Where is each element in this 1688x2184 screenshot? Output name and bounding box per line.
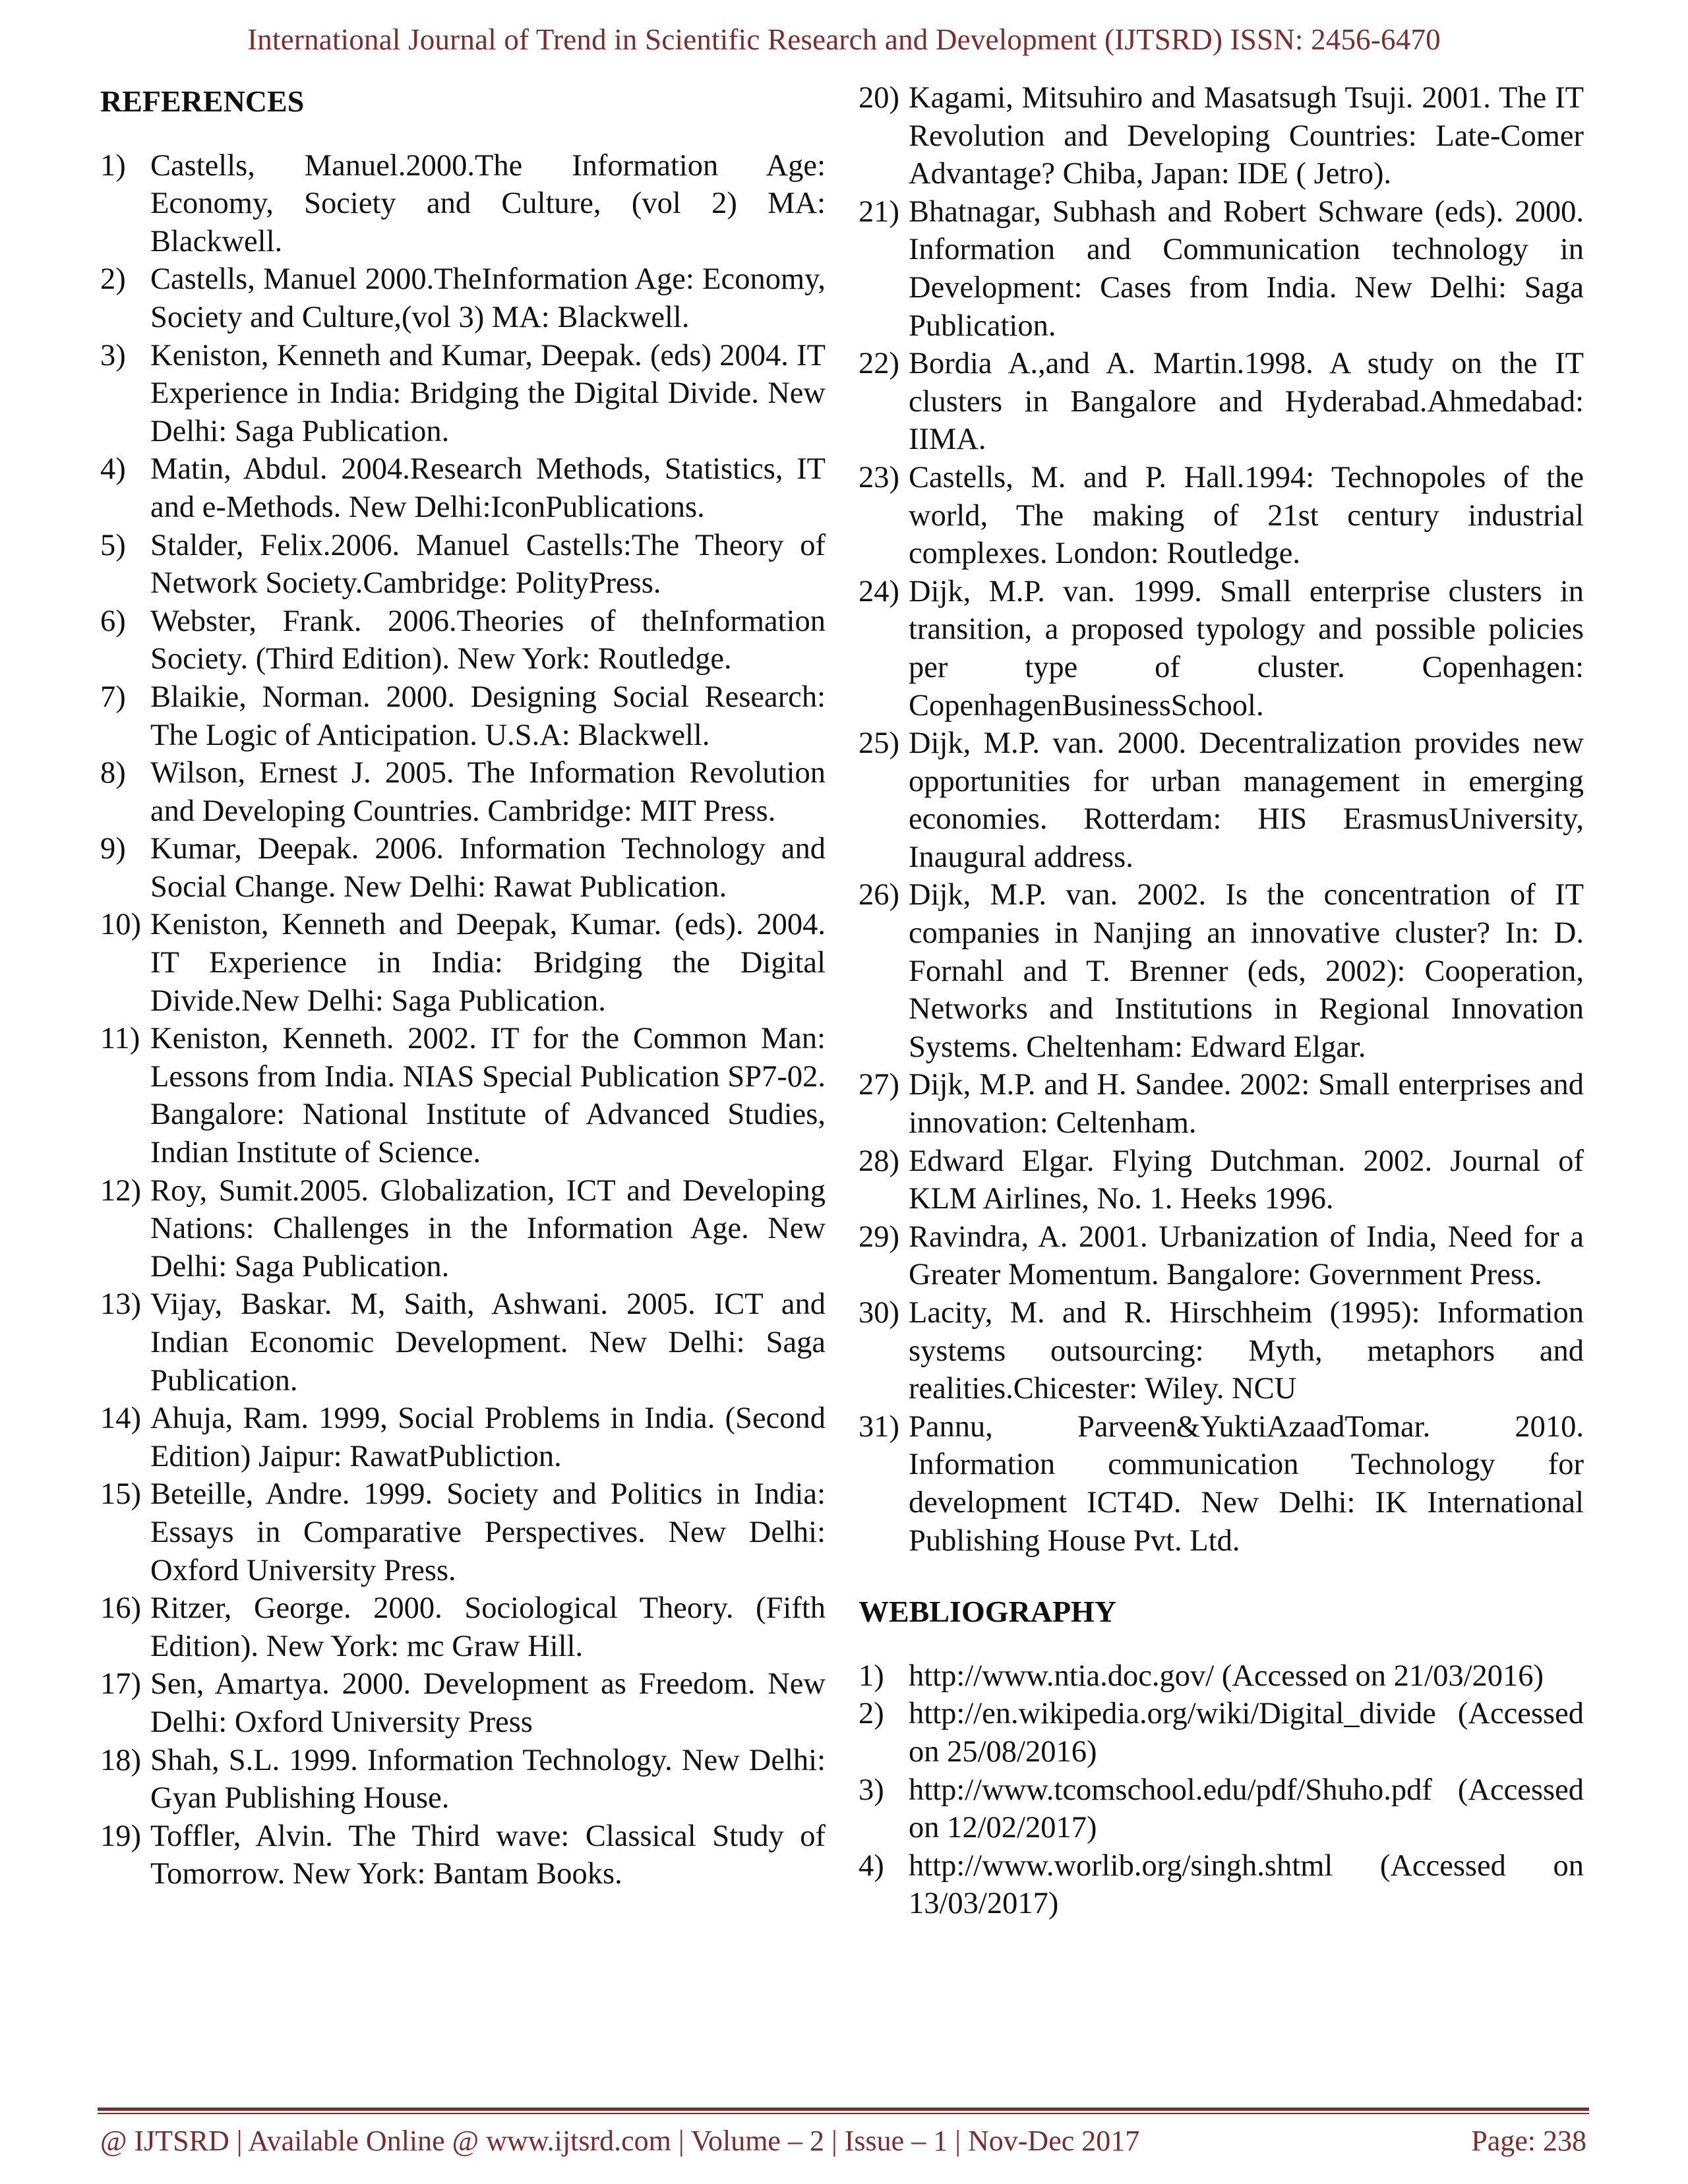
reference-item <box>859 79 1584 193</box>
reference-item-text: Blaikie, Norman. 2000. Designing Social Research: The Logic of Anticipation. U.S.A: Blackwell. <box>150 680 826 752</box>
references-list-right <box>859 79 1584 1560</box>
reference-item-number: 3) <box>100 338 126 372</box>
reference-item-number: 24) <box>859 574 899 608</box>
reference-item <box>859 1142 1584 1218</box>
reference-item-text: Shah, S.L. 1999. Information Technology. New Delhi: Gyan Publishing House. <box>150 1743 826 1815</box>
reference-item-text: Pannu, Parveen&YuktiAzaadTomar. 2010. Information communication Technology for development ICT4D. New Delhi: IK International Publishing House Pvt. Ltd. <box>909 1409 1584 1558</box>
reference-item-number: 27) <box>859 1068 899 1102</box>
reference-item-number: 30) <box>859 1296 899 1330</box>
webliography-item <box>859 1657 1584 1696</box>
reference-item <box>100 1172 826 1286</box>
reference-item <box>100 1285 826 1400</box>
reference-item <box>100 1817 826 1893</box>
reference-item-number: 20) <box>859 81 899 115</box>
reference-item <box>100 337 826 451</box>
reference-item-number: 10) <box>100 908 141 942</box>
reference-item <box>100 1742 826 1817</box>
reference-item-number: 28) <box>859 1144 899 1178</box>
reference-item <box>100 1400 826 1475</box>
footer-divider <box>98 2108 1589 2114</box>
reference-item-text: Keniston, Kenneth and Deepak, Kumar. (eds). 2004. IT Experience in India: Bridging the Digital Divide.New Delhi: Saga Publication. <box>150 908 826 1018</box>
webliography-item-number: 4) <box>859 1848 884 1883</box>
reference-item-text: Ritzer, George. 2000. Sociological Theory. (Fifth Edition). New York: mc Graw Hill. <box>150 1591 826 1663</box>
reference-item <box>859 573 1584 724</box>
footer-journal-info: @ IJTSRD | Available Online @ www.ijtsrd.com | Volume – 2 | Issue – 1 | Nov-Dec 2017 <box>100 2125 1140 2157</box>
page-footer <box>100 2124 1586 2158</box>
reference-item-number: 23) <box>859 460 899 494</box>
webliography-heading: WEBLIOGRAPHY <box>859 1595 1117 1629</box>
reference-item-text: Castells, M. and P. Hall.1994: Technopoles of the world, The making of 21st century industrial complexes. London: Routledge. <box>909 460 1584 571</box>
reference-item-text: Keniston, Kenneth. 2002. IT for the Common Man: Lessons from India. NIAS Special Publication SP7-02. Bangalore: National Institute of Advanced Studies, Indian Institute of Science. <box>150 1022 826 1170</box>
webliography-item-number: 1) <box>859 1659 884 1693</box>
reference-item-text: Sen, Amartya. 2000. Development as Freedom. New Delhi: Oxford University Press <box>150 1667 826 1739</box>
reference-item-text: Ahuja, Ram. 1999, Social Problems in India. (Second Edition) Jaipur: RawatPubliction. <box>150 1402 826 1473</box>
reference-item <box>100 906 826 1020</box>
reference-item-text: Kagami, Mitsuhiro and Masatsugh Tsuji. 2001. The IT Revolution and Developing Countries: Late-Comer Advantage? Chiba, Japan: IDE ( Jetro). <box>909 81 1584 191</box>
page-number: Page: 238 <box>1471 2125 1586 2157</box>
webliography-list <box>859 1657 1584 1923</box>
reference-item-number: 25) <box>859 726 899 761</box>
right-column <box>859 79 1584 1923</box>
reference-item-number: 8) <box>100 756 126 790</box>
webliography-item <box>859 1771 1584 1847</box>
reference-item <box>859 724 1584 876</box>
reference-item-number: 6) <box>100 604 126 638</box>
reference-item-number: 16) <box>100 1591 141 1626</box>
reference-item-text: Matin, Abdul. 2004.Research Methods, Statistics, IT and e-Methods. New Delhi:IconPublications. <box>150 452 826 524</box>
reference-item-number: 14) <box>100 1402 141 1436</box>
reference-item <box>859 1066 1584 1142</box>
reference-item <box>100 830 826 906</box>
reference-item <box>100 1475 826 1589</box>
reference-item-number: 7) <box>100 680 126 714</box>
reference-item-number: 9) <box>100 832 126 866</box>
reference-item <box>100 527 826 603</box>
reference-item-number: 11) <box>100 1022 140 1056</box>
reference-item-text: Wilson, Ernest J. 2005. The Information Revolution and Developing Countries. Cambridge: MIT Press. <box>150 756 826 828</box>
reference-item-text: Kumar, Deepak. 2006. Information Technology and Social Change. New Delhi: Rawat Publication. <box>150 832 826 904</box>
reference-item-number: 17) <box>100 1667 141 1701</box>
reference-item-number: 19) <box>100 1819 141 1853</box>
reference-item-text: Vijay, Baskar. M, Saith, Ashwani. 2005. ICT and Indian Economic Development. New Delhi: Saga Publication. <box>150 1287 826 1398</box>
reference-item-text: Castells, Manuel 2000.TheInformation Age: Economy, Society and Culture,(vol 3) MA: Blackwell. <box>150 262 826 334</box>
journal-header: International Journal of Trend in Scientific Research and Development (IJTSRD) ISSN: 2456-6470 <box>247 23 1441 56</box>
reference-item-number: 21) <box>859 194 899 229</box>
reference-item-text: Keniston, Kenneth and Kumar, Deepak. (eds) 2004. IT Experience in India: Bridging the Digital Divide. New Delhi: Saga Publication. <box>150 338 826 448</box>
reference-item-number: 1) <box>100 148 126 183</box>
reference-item <box>859 345 1584 459</box>
reference-item-text: Ravindra, A. 2001. Urbanization of India, Need for a Greater Momentum. Bangalore: Government Press. <box>909 1220 1584 1292</box>
reference-item-text: Edward Elgar. Flying Dutchman. 2002. Journal of KLM Airlines, No. 1. Heeks 1996. <box>909 1144 1584 1216</box>
webliography-item <box>859 1695 1584 1771</box>
reference-item <box>859 193 1584 345</box>
reference-item-text: Bordia A.,and A. Martin.1998. A study on the IT clusters in Bangalore and Hyderabad.Ahmedabad: IIMA. <box>909 347 1584 457</box>
reference-item-text: Webster, Frank. 2006.Theories of theInformation Society. (Third Edition). New York: Routledge. <box>150 604 826 676</box>
references-heading: REFERENCES <box>100 84 305 118</box>
reference-item <box>100 1020 826 1171</box>
reference-item-number: 18) <box>100 1743 141 1777</box>
reference-item-number: 31) <box>859 1409 899 1444</box>
reference-item <box>100 1665 826 1741</box>
reference-item-text: Roy, Sumit.2005. Globalization, ICT and Developing Nations: Challenges in the Information Age. New Delhi: Saga Publication. <box>150 1173 826 1284</box>
reference-item <box>859 1218 1584 1294</box>
reference-item <box>859 1408 1584 1560</box>
reference-item-number: 4) <box>100 452 126 487</box>
references-list-left <box>100 147 826 1893</box>
reference-item-text: Dijk, M.P. van. 2002. Is the concentration of IT companies in Nanjing an innovative cluster? In: D. Fornahl and T. Brenner (eds, 2002): Cooperation, Networks and Institutions in Regional Innovation Systems. Cheltenham: Edward Elgar. <box>909 878 1584 1064</box>
reference-item-text: Dijk, M.P. van. 1999. Small enterprise clusters in transition, a proposed typology and possible policies per type of cluster. Copenhagen: CopenhagenBusinessSchool. <box>909 574 1584 723</box>
reference-item-number: 12) <box>100 1173 141 1208</box>
reference-item <box>859 876 1584 1066</box>
reference-item-text: Dijk, M.P. and H. Sandee. 2002: Small enterprises and innovation: Celtenham. <box>909 1068 1584 1140</box>
reference-item-number: 29) <box>859 1220 899 1254</box>
reference-item-text: Stalder, Felix.2006. Manuel Castells:The Theory of Network Society.Cambridge: PolityPress. <box>150 528 826 601</box>
left-column <box>100 82 826 1893</box>
reference-item-number: 2) <box>100 262 126 297</box>
webliography-item-number: 2) <box>859 1697 884 1731</box>
reference-item-number: 5) <box>100 528 126 562</box>
reference-item-number: 15) <box>100 1477 141 1512</box>
reference-item <box>100 603 826 678</box>
webliography-item-text: http://en.wikipedia.org/wiki/Digital_divide (Accessed on 25/08/2016) <box>909 1697 1584 1769</box>
reference-item-text: Castells, Manuel.2000.The Information Age: Economy, Society and Culture, (vol 2) MA: Blackwell. <box>150 148 826 258</box>
webliography-item-number: 3) <box>859 1773 884 1807</box>
reference-item <box>859 1294 1584 1408</box>
webliography-item-text: http://www.tcomschool.edu/pdf/Shuho.pdf (Accessed on 12/02/2017) <box>909 1773 1584 1845</box>
reference-item-text: Toffler, Alvin. The Third wave: Classical Study of Tomorrow. New York: Bantam Books. <box>150 1819 826 1891</box>
reference-item-number: 26) <box>859 878 899 912</box>
reference-item-text: Bhatnagar, Subhash and Robert Schware (eds). 2000. Information and Communication technology in Development: Cases from India. New Delhi: Saga Publication. <box>909 194 1584 343</box>
reference-item <box>100 450 826 526</box>
webliography-item-text: http://www.ntia.doc.gov/ (Accessed on 21/03/2016) <box>909 1659 1544 1693</box>
reference-item <box>859 459 1584 573</box>
reference-item-number: 22) <box>859 347 899 381</box>
webliography-item <box>859 1847 1584 1923</box>
reference-item <box>100 260 826 336</box>
reference-item <box>100 754 826 830</box>
reference-item-number: 13) <box>100 1287 141 1322</box>
reference-item <box>100 147 826 261</box>
reference-item <box>100 1589 826 1665</box>
reference-item-text: Dijk, M.P. van. 2000. Decentralization provides new opportunities for urban management in emerging economies. Rotterdam: HIS ErasmusUniversity, Inaugural address. <box>909 726 1584 874</box>
reference-item-text: Lacity, M. and R. Hirschheim (1995): Information systems outsourcing: Myth, metaphors and realities.Chicester: Wiley. NCU <box>909 1296 1584 1406</box>
reference-item-text: Beteille, Andre. 1999. Society and Politics in India: Essays in Comparative Perspectives. New Delhi: Oxford University Press. <box>150 1477 826 1587</box>
webliography-item-text: http://www.worlib.org/singh.shtml (Accessed on 13/03/2017) <box>909 1848 1584 1921</box>
reference-item <box>100 678 826 754</box>
